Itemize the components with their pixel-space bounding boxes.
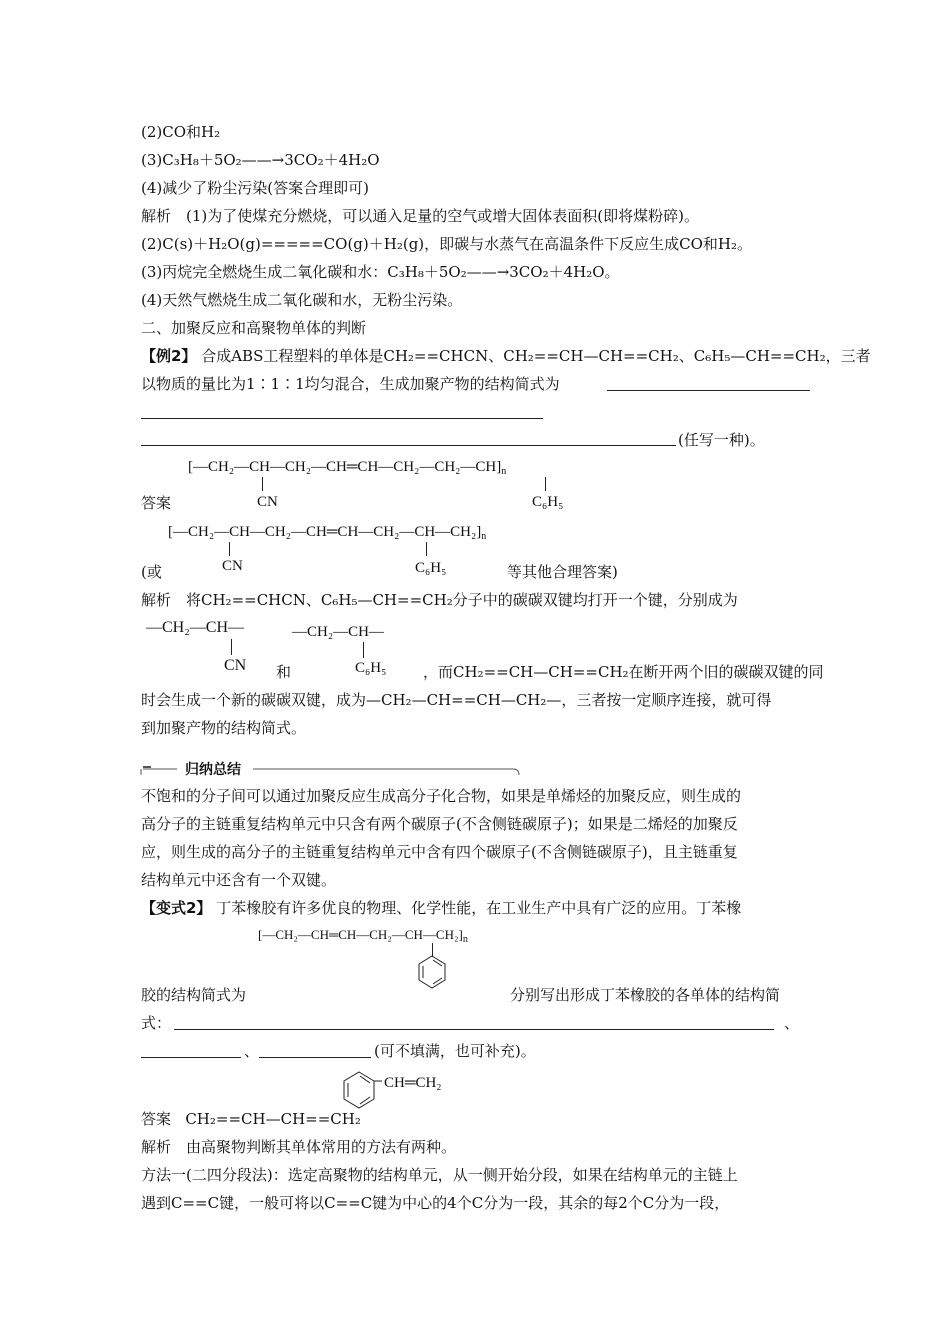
summary-line-4: 结构单元中还含有一个双键。 [141, 871, 337, 889]
bond-line [231, 639, 232, 655]
variant-2-text-3: 式： [141, 1014, 172, 1032]
substituent-cn: CN [257, 494, 278, 510]
bond-line [545, 477, 546, 491]
answer-blank-2[interactable] [141, 418, 543, 419]
variant-2-comma: 、 [784, 1014, 800, 1032]
method-1-line-1: 方法一(二四分段法)：选定高聚物的结构单元，从一侧开始分段，如果在结构单元的主链上 [141, 1166, 738, 1184]
substituent-phenyl: C₆H₅ [355, 660, 387, 676]
substituent-cn: CN [222, 558, 243, 574]
summary-header [141, 761, 521, 777]
unit-styrene: —CH₂—CH— [292, 624, 384, 640]
analysis-2-line-1: 解析 由高聚物判断其单体常用的方法有两种。 [141, 1138, 457, 1156]
bond-line [262, 477, 263, 491]
example-2-text-2: 以物质的量比为1∶1∶1均匀混合，生成加聚产物的结构简式为 [141, 375, 560, 393]
summary-title: 归纳总结 [181, 759, 245, 779]
example-2-tag: 【例2】 [141, 347, 197, 365]
substituent-phenyl: C₆H₅ [532, 494, 564, 510]
variant-2-line-1 [141, 898, 741, 918]
monomer-blank-1[interactable] [174, 1029, 774, 1030]
benzene-ring-icon [342, 1070, 376, 1110]
method-1-line-2: 遇到C==C键，一般可将以C==C键为中心的4个C分为一段，其余的每2个C分为一段， [141, 1194, 730, 1212]
answer-2-butadiene: CH₂==CH—CH==CH₂ [185, 1110, 361, 1128]
variant-2-text-1: 丁苯橡胶有许多优良的物理、化学性能，在工业生产中具有广泛的应用。丁苯橡 [216, 899, 742, 917]
answer-blank-1[interactable] [607, 390, 810, 391]
variant-2-text-2b: 分别写出形成丁苯橡胶的各单体的结构简 [510, 986, 781, 1004]
analysis-line-3: (3)丙烷完全燃烧生成二氧化碳和水：C₃H₈＋5O₂——→3CO₂＋4H₂O。 [141, 263, 620, 281]
analysis-line-2: (2)C(s)＋H₂O(g)=====CO(g)＋H₂(g)，即碳与水蒸气在高温条件下反应生成CO和H₂。 [141, 235, 753, 253]
variant-2-text-2a: 胶的结构简式为 [141, 986, 247, 1004]
analysis-and: 和 [276, 663, 292, 681]
sbr-polymer-formula: $[—CH_2—CH═CH—CH_2—CH—CH_2]_n$ [258, 927, 468, 945]
section-heading: 二、加聚反应和高聚物单体的判断 [141, 319, 367, 337]
substituent-phenyl: C₆H₅ [415, 560, 447, 576]
alternative-open: (或 [141, 563, 162, 581]
analysis-line-4: (4)天然气燃烧生成二氧化碳和水，无粉尘污染。 [141, 291, 463, 309]
bond-line [229, 542, 230, 556]
answer-label: 答案 [141, 494, 172, 512]
example-2-line-2 [141, 374, 560, 394]
alternative-polymer-formula: $[—CH_2—CH—CH_2—CH═CH—CH_2—CH—CH_2]_n$ [168, 524, 487, 542]
analysis-example-2-line-1: 解析 将CH₂==CHCN、C₆H₅—CH==CH₂分子中的碳碳双键均打开一个键，分别成为 [141, 591, 738, 609]
polymer-bracket-right: ] [496, 459, 502, 475]
monomer-blank-3[interactable] [259, 1057, 371, 1058]
variant-2-tag: 【变式2】 [141, 899, 212, 917]
analysis-line-1: 解析 (1)为了使煤充分燃烧，可以通入足量的空气或增大固体表面积(即将煤粉碎)。 [141, 207, 699, 225]
substituent-cn: CN [224, 657, 247, 674]
unit-acrylonitrile: —CH₂—CH— [146, 619, 245, 636]
example-2-line-1 [141, 346, 871, 366]
variant-2-separator: 、 [244, 1042, 260, 1060]
polymer-bracket-left: [ [188, 459, 193, 475]
answer-line-2: (2)CO和H₂ [141, 123, 221, 141]
answer-2-styrene: CH═CH₂ [384, 1075, 442, 1091]
answer-blank-3[interactable] [141, 445, 676, 446]
analysis-example-2-line-2: ，而CH₂==CH—CH==CH₂在断开两个旧的碳碳双键的同 [423, 663, 824, 681]
analysis-example-2-line-3: 时会生成一个新的碳碳双键，成为—CH₂—CH==CH—CH₂—，三者按一定顺序连接，就可得 [141, 691, 772, 709]
summary-line-2: 高分子的主链重复结构单元中只含有两个碳原子(不含侧链碳原子)；如果是二烯烃的加聚反 [141, 815, 738, 833]
answer-line-3: (3)C₃H₈＋5O₂——→3CO₂＋4H₂O [141, 151, 380, 169]
alternative-close: 等其他合理答案) [507, 563, 618, 581]
answer-2-label: 答案 CH₂==CH—CH==CH₂ [141, 1110, 361, 1128]
bond-line [363, 642, 364, 658]
example-2-tail: (任写一种)。 [678, 431, 765, 449]
bond-line [426, 542, 427, 556]
answer-line-4: (4)减少了粉尘污染(答案合理即可) [141, 179, 369, 197]
answer-polymer-formula: $[—CH_2—CH—CH_2—CH═CH—CH_2—CH_2—CH]_n$ [188, 459, 507, 477]
summary-line-3: 应，则生成的高分子的主链重复结构单元中含有四个碳原子(不含侧链碳原子)，且主链重复 [141, 843, 738, 861]
monomer-blank-2[interactable] [141, 1057, 241, 1058]
benzene-ring-icon [417, 955, 447, 989]
analysis-example-2-line-4: 到加聚产物的结构简式。 [141, 719, 307, 737]
summary-line-1: 不饱和的分子间可以通过加聚反应生成高分子化合物，如果是单烯烃的加聚反应，则生成的 [141, 787, 742, 805]
variant-2-tail: (可不填满，也可补充)。 [374, 1042, 536, 1060]
example-2-text-1: 合成ABS工程塑料的单体是CH₂==CHCN、CH₂==CH—CH==CH₂、C₆H₅—CH==CH₂，三者 [201, 347, 871, 365]
